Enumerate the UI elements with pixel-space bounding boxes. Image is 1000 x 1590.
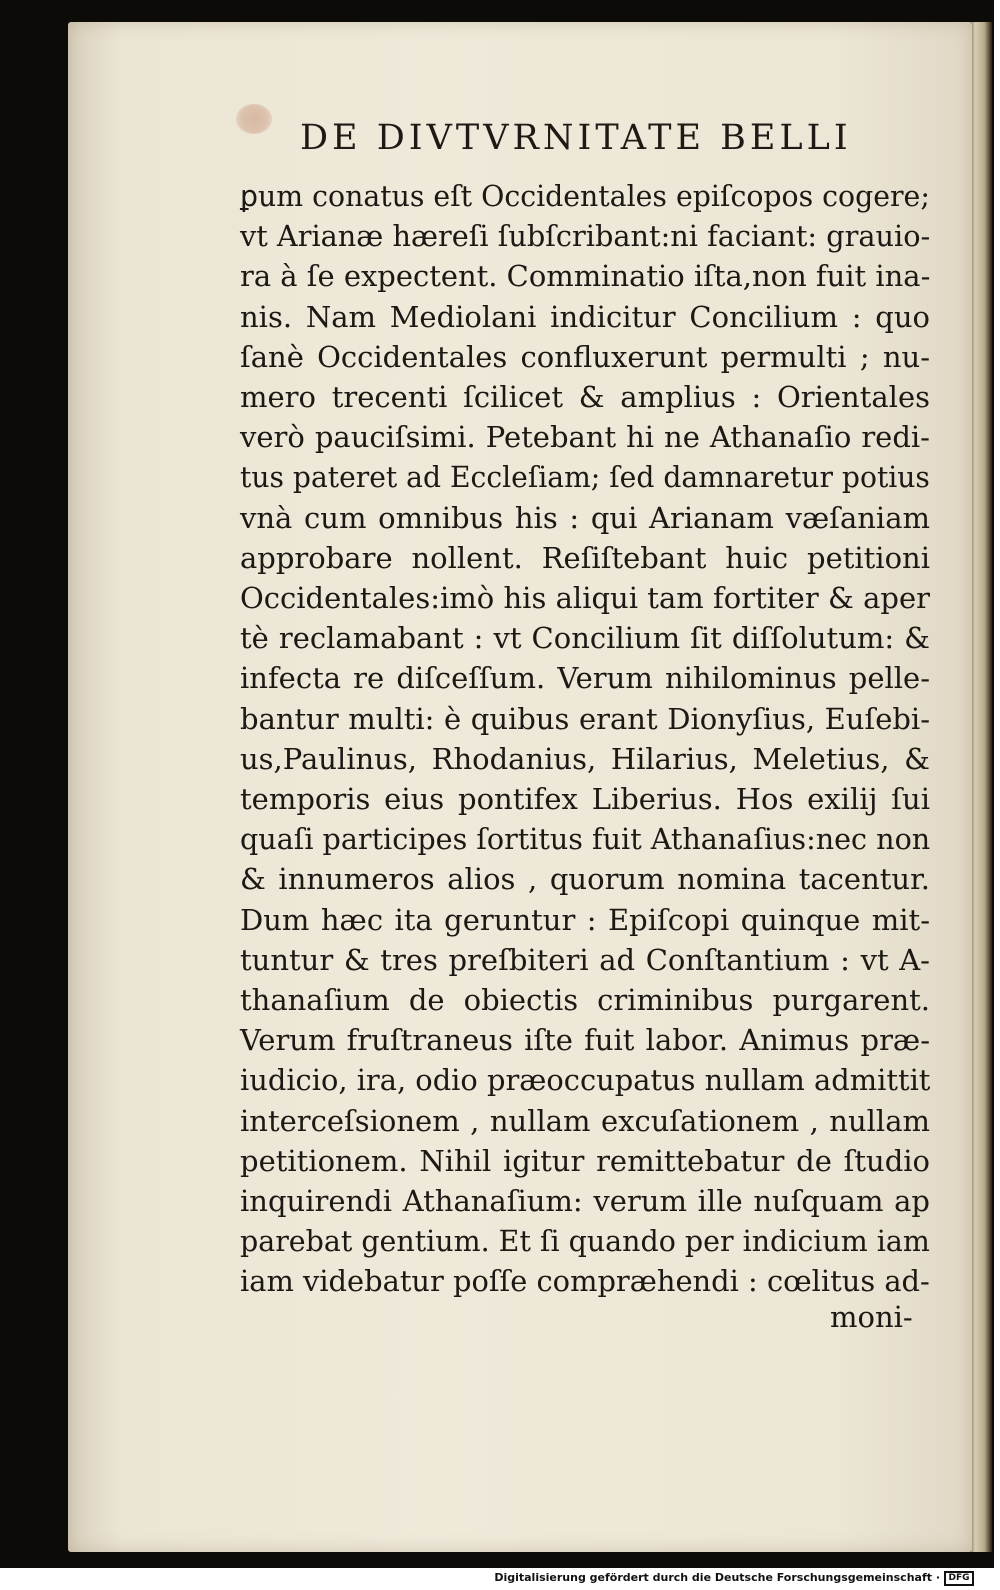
text-line: mero trecenti ſcilicet & amplius : Orientales (240, 380, 930, 414)
text-line: interceſsionem , nullam excuſationem , nullam (240, 1103, 930, 1138)
text-line: vnà cum omnibus his : qui Arianam væſaniam (240, 500, 930, 535)
text-line: iudicio, ira, odio præoccupatus nullam admittit (240, 1063, 931, 1098)
paper-stain (236, 104, 272, 134)
text-line: tus pateret ad Eccleſiam; ſed damnaretur potius (240, 460, 930, 495)
text-line: ſanè Occidentales confluxerunt permulti ; nu- (240, 339, 930, 374)
text-line: bantur multi: è quibus erant Dionyſius, Euſebi- (240, 701, 930, 736)
running-head: DE DIVTVRNITATE BELLI (300, 118, 852, 158)
text-line: Dum hæc ita geruntur : Epiſcopi quinque mit- (240, 902, 930, 937)
text-line: approbare nollent. Reſiſtebant huic petitioni (240, 540, 930, 575)
text-line: tè reclamabant : vt Concilium ſit diſſolutum: & (240, 621, 930, 656)
text-line: thanaſium de obiectis criminibus purgarent. (240, 983, 930, 1017)
text-line: us,Paulinus, Rhodanius, Hilarius, Meletius, & (240, 741, 930, 776)
text-line: temporis eius pontifex Liberius. Hos exilij ſui (240, 782, 930, 816)
text-line: & innumeros alios , quorum nomina tacentur. (240, 862, 930, 897)
dfg-logo: DFG (944, 1571, 974, 1586)
text-line: quaſi participes ſortitus fuit Athanaſius:nec non (240, 822, 931, 857)
text-line: ꝑum conatus eſt Occidentales epiſcopos cogere; (240, 179, 930, 213)
text-line: vt Arianæ hæreſi ſubſcribant:ni faciant: grauio- (240, 219, 931, 254)
text-line: tuntur & tres preſbiteri ad Conſtantium : vt A- (240, 942, 930, 977)
footer-credit: Digitalisierung gefördert durch die Deutsche Forschungsgemeinschaft · (494, 1571, 940, 1584)
text-line: infecta re diſceſſum. Verum nihilominus pelle- (240, 661, 930, 696)
text-line: ra à ſe expectent. Comminatio iſta,non fuit ina- (240, 259, 931, 294)
text-line: nis. Nam Mediolani indicitur Concilium : quo (240, 299, 930, 334)
text-line: iam videbatur poſſe compræhendi : cœlitus ad- (240, 1264, 930, 1299)
digitization-footer (0, 1568, 1000, 1590)
text-line: parebat gentium. Et ſi quando per indicium iam (240, 1224, 930, 1259)
text-line: inquirendi Athanaſium: verum ille nuſquam ap (240, 1184, 930, 1218)
text-line: Verum fruſtraneus iſte fuit labor. Animus præ- (240, 1023, 930, 1058)
text-line: petitionem. Nihil igitur remittebatur de ſtudio (240, 1143, 930, 1178)
text-line: verò pauciſsimi. Petebant hi ne Athanaſio redi- (240, 420, 930, 455)
text-line: Occidentales:imò his aliqui tam fortiter & aper (240, 581, 930, 615)
catchword: moni- (830, 1300, 913, 1334)
